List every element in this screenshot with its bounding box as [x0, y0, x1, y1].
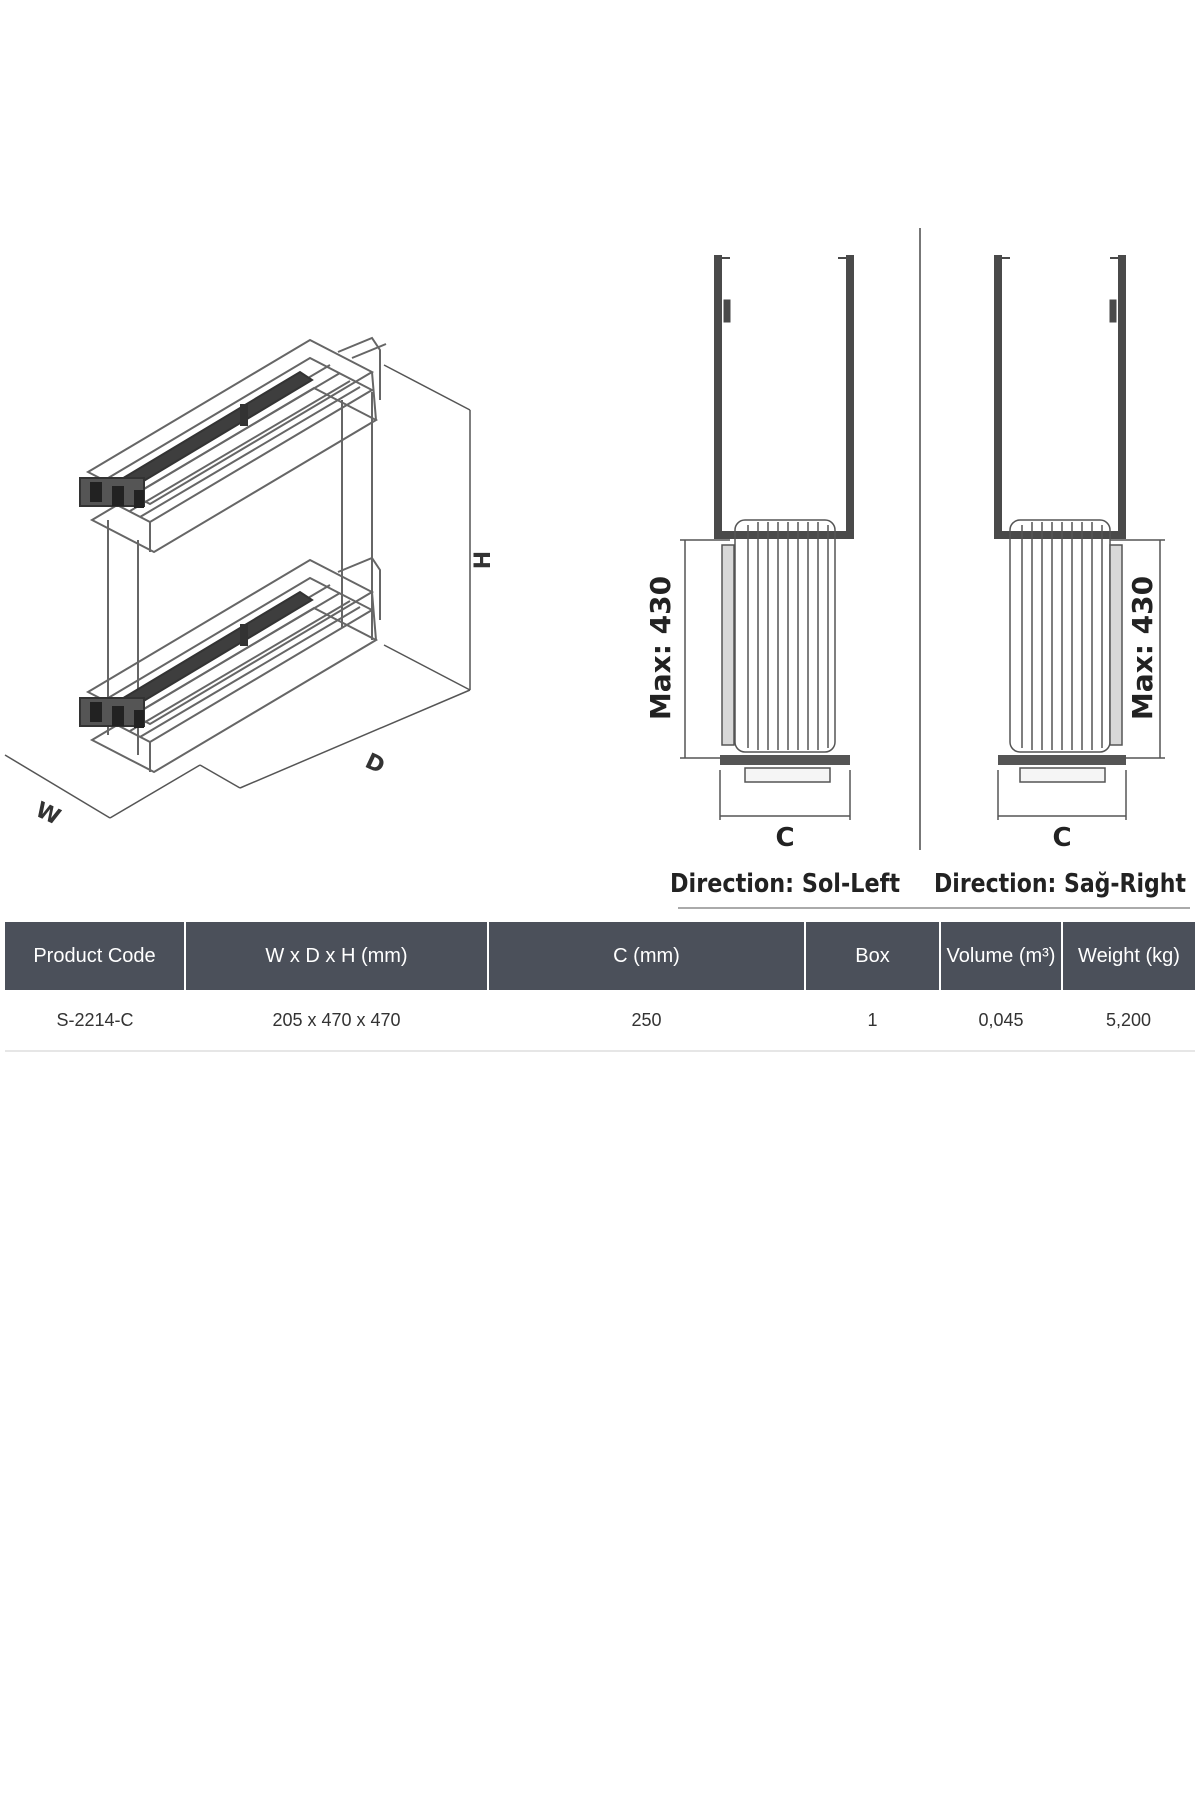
header-weight: Weight (kg)	[1062, 922, 1195, 990]
left-drawer-unit	[720, 520, 850, 782]
right-c-label: C	[1052, 823, 1072, 853]
left-cabinet	[715, 255, 853, 535]
cell-weight: 5,200	[1062, 990, 1195, 1051]
cell-product-code: S-2214-C	[5, 990, 185, 1051]
lower-basket	[80, 558, 380, 772]
basket-isometric-view	[5, 338, 470, 818]
left-direction-label: Direction: Sol-Left	[670, 869, 900, 899]
specification-table	[5, 922, 1195, 1052]
depth-dim-label: D	[361, 748, 389, 780]
cell-volume: 0,045	[940, 990, 1062, 1051]
right-max-height-label: Max: 430	[1126, 575, 1159, 721]
right-cabinet	[995, 255, 1125, 535]
header-c-mm: C (mm)	[488, 922, 805, 990]
cell-c-mm: 250	[488, 990, 805, 1051]
right-direction-label: Direction: Sağ-Right	[934, 869, 1186, 899]
left-max-height-label: Max: 430	[644, 575, 677, 721]
height-dim-label: H	[471, 550, 496, 570]
left-c-label: C	[775, 823, 795, 853]
table-row	[5, 990, 1195, 1051]
table-header-row	[5, 922, 1195, 990]
right-drawer-unit	[998, 520, 1126, 782]
cell-dimensions: 205 x 470 x 470	[185, 990, 488, 1051]
header-product-code: Product Code	[5, 922, 185, 990]
width-dim-label: W	[31, 797, 65, 831]
cell-box: 1	[805, 990, 940, 1051]
left-side-view	[644, 255, 900, 899]
upper-basket	[80, 338, 386, 552]
header-box: Box	[805, 922, 940, 990]
right-side-view	[934, 255, 1186, 899]
header-volume: Volume (m³)	[940, 922, 1062, 990]
header-dimensions: W x D x H (mm)	[185, 922, 488, 990]
